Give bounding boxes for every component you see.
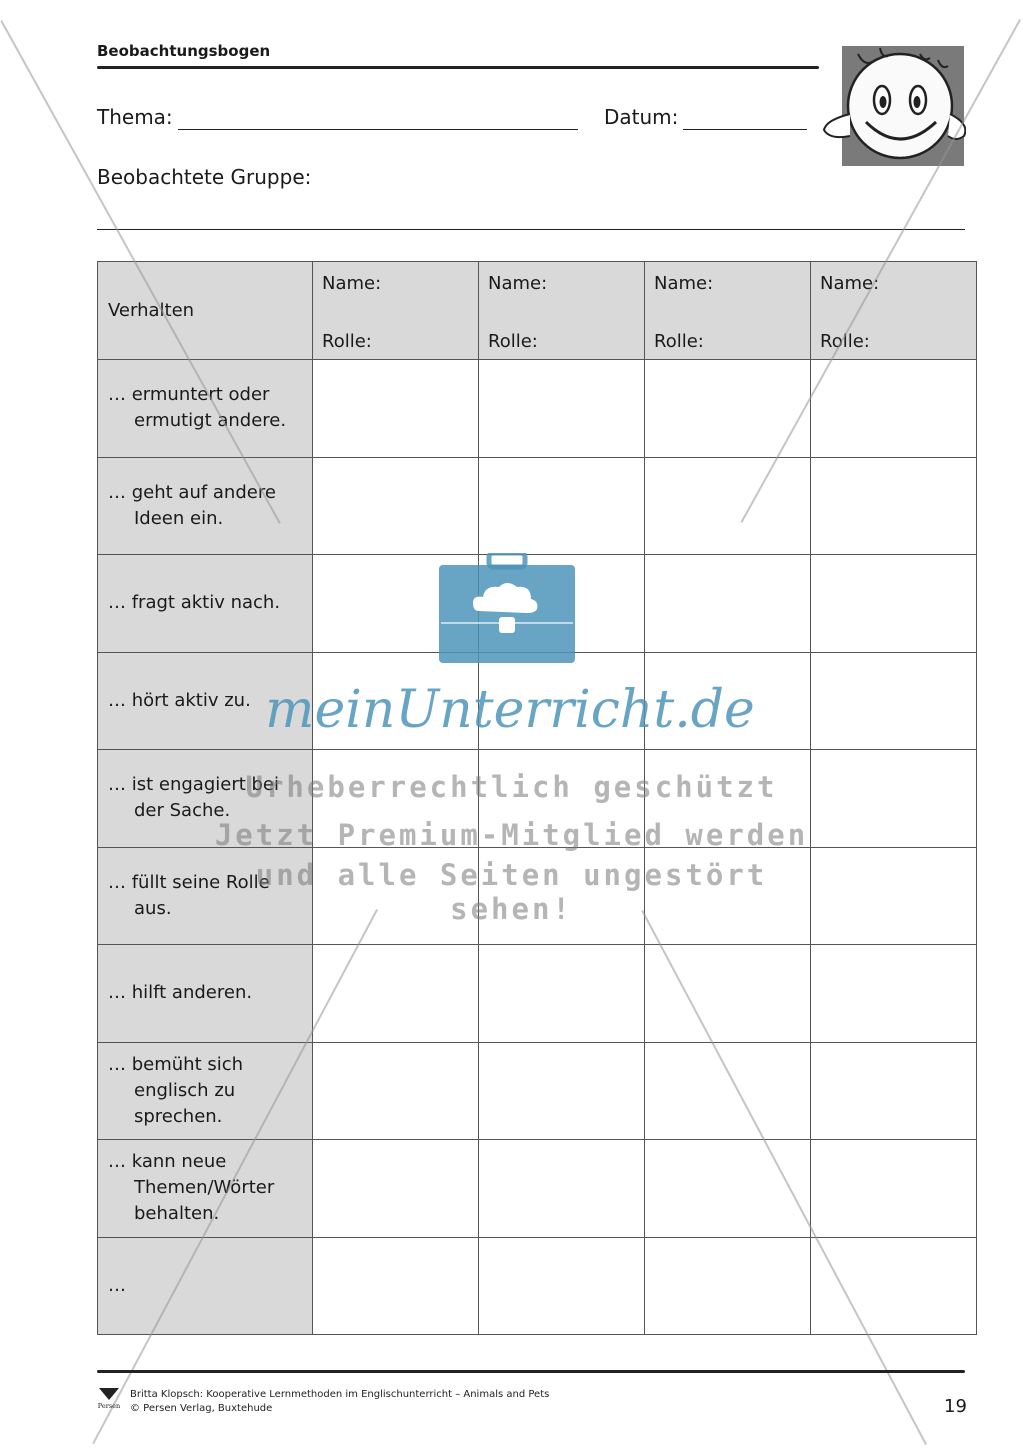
- observation-cell[interactable]: [811, 360, 977, 458]
- observation-cell[interactable]: [313, 1042, 479, 1140]
- role-label: Rolle:: [488, 331, 538, 352]
- observation-cell[interactable]: [645, 1237, 811, 1335]
- footer-citation: Britta Klopsch: Kooperative Lernmethoden im Englischunterricht – Animals and Pets: [130, 1389, 550, 1400]
- behavior-label: … ermuntert oder ermutigt andere.: [108, 384, 287, 432]
- table-row: [98, 1237, 977, 1335]
- observation-cell[interactable]: [811, 652, 977, 750]
- observation-cell[interactable]: [479, 457, 645, 555]
- behavior-cell: [98, 1237, 313, 1335]
- behavior-column-header: Verhalten: [98, 262, 313, 360]
- table-row: [98, 945, 977, 1043]
- behavior-label: … kann neue Themen/Wörter behalten.: [108, 1151, 275, 1225]
- role-label: Rolle:: [322, 331, 372, 352]
- observation-cell[interactable]: [313, 360, 479, 458]
- observation-cell[interactable]: [479, 1237, 645, 1335]
- observation-cell[interactable]: [313, 457, 479, 555]
- behavior-cell: [98, 945, 313, 1043]
- behavior-label: … fragt aktiv nach.: [108, 592, 281, 614]
- observation-cell[interactable]: [479, 1042, 645, 1140]
- table-row: [98, 457, 977, 555]
- behavior-label: … hilft anderen.: [108, 982, 253, 1004]
- watermark-notice: und alle Seiten ungestört sehen!: [255, 858, 768, 926]
- gruppe-label: Beobachtete Gruppe:: [97, 165, 312, 189]
- behavior-cell: [98, 1140, 313, 1238]
- behavior-label: … füllt seine Rolle aus.: [108, 871, 270, 919]
- behavior-label: … ist engagiert bei der Sache.: [108, 774, 279, 822]
- person-column-header: [811, 262, 977, 360]
- behavior-label: … hört aktiv zu.: [108, 689, 251, 711]
- observation-cell[interactable]: [811, 555, 977, 653]
- name-label: Name:: [488, 273, 548, 294]
- observation-cell[interactable]: [811, 1237, 977, 1335]
- observation-cell[interactable]: [479, 945, 645, 1043]
- behavior-cell: [98, 457, 313, 555]
- worksheet-title: Beobachtungsbogen: [97, 42, 271, 60]
- behavior-label: … geht auf andere Ideen ein.: [108, 481, 276, 529]
- datum-input-line[interactable]: [683, 129, 807, 130]
- name-label: Name:: [820, 273, 880, 294]
- thema-label: Thema:: [97, 105, 173, 129]
- observation-cell[interactable]: [313, 945, 479, 1043]
- behavior-label: … bemüht sich englisch zu sprechen.: [108, 1053, 244, 1127]
- watermark-premium: Jetzt Premium-Mitglied werden: [214, 818, 809, 852]
- observation-cell[interactable]: [811, 945, 977, 1043]
- table-row: [98, 360, 977, 458]
- behavior-cell: [98, 555, 313, 653]
- observation-cell[interactable]: [811, 1140, 977, 1238]
- behavior-label: …: [108, 1274, 126, 1296]
- person-column-header: [645, 262, 811, 360]
- table-row: [98, 1042, 977, 1140]
- page-number: 19: [944, 1396, 967, 1417]
- persen-logo: [97, 1386, 121, 1414]
- observation-cell[interactable]: [479, 1140, 645, 1238]
- datum-label: Datum:: [604, 105, 679, 129]
- header-divider: [97, 66, 819, 69]
- observation-cell[interactable]: [811, 1042, 977, 1140]
- briefcase-cloud-icon: [437, 553, 577, 665]
- behavior-cell: [98, 360, 313, 458]
- watermark-brand: meinUnterricht.de: [265, 680, 755, 740]
- observation-cell[interactable]: [313, 1140, 479, 1238]
- role-label: Rolle:: [654, 331, 704, 352]
- gruppe-input-line[interactable]: [97, 229, 965, 230]
- name-label: Name:: [322, 273, 382, 294]
- table-header-row: [98, 262, 977, 360]
- person-column-header: [479, 262, 645, 360]
- observation-cell[interactable]: [811, 457, 977, 555]
- name-label: Name:: [654, 273, 714, 294]
- observation-cell[interactable]: [645, 1042, 811, 1140]
- observation-cell[interactable]: [811, 847, 977, 945]
- persen-logo-text: Persen: [97, 1402, 121, 1410]
- watermark-copyright: Urheberrechtlich geschützt: [245, 770, 778, 804]
- observation-cell[interactable]: [645, 555, 811, 653]
- observation-cell[interactable]: [313, 1237, 479, 1335]
- role-label: Rolle:: [820, 331, 870, 352]
- person-column-header: [313, 262, 479, 360]
- footer-copyright: © Persen Verlag, Buxtehude: [130, 1403, 273, 1414]
- observation-cell[interactable]: [479, 360, 645, 458]
- observation-cell[interactable]: [645, 1140, 811, 1238]
- footer-divider: [97, 1370, 965, 1373]
- thema-input-line[interactable]: [178, 129, 578, 130]
- observation-cell[interactable]: [811, 750, 977, 848]
- observation-cell[interactable]: [645, 457, 811, 555]
